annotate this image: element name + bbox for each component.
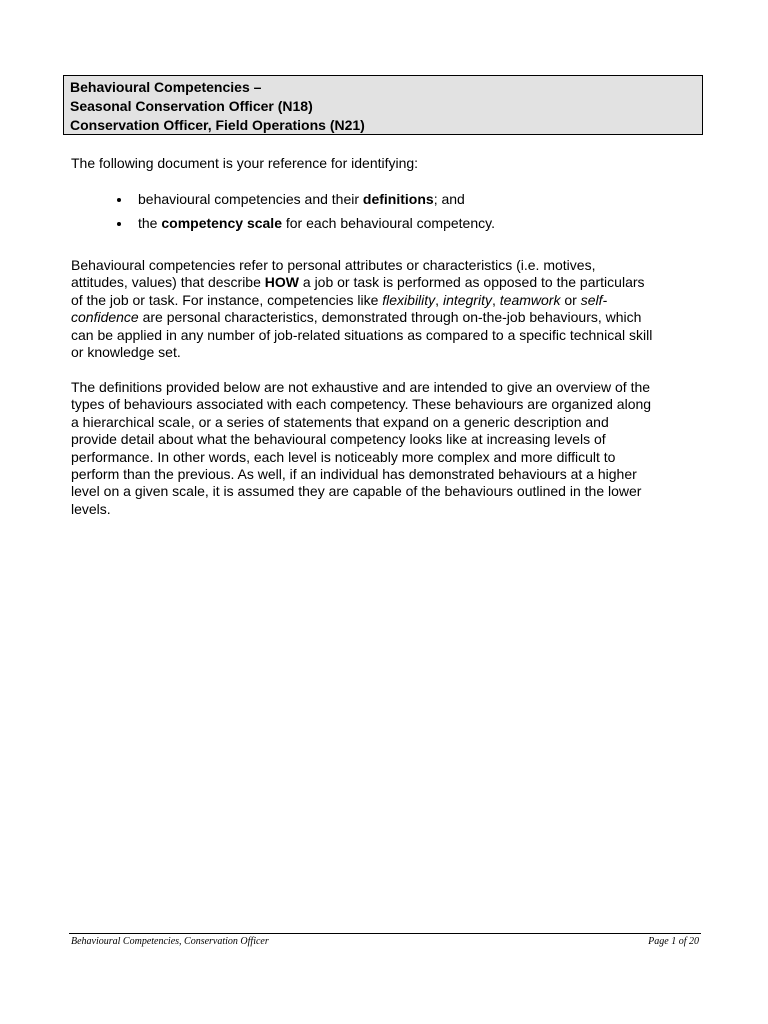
title-line-3: Conservation Officer, Field Operations (N21) <box>70 117 365 133</box>
title-line-1: Behavioural Competencies – <box>70 79 262 95</box>
paragraph-line <box>71 274 711 291</box>
paragraph-line: The definitions provided below are not exhaustive and are intended to give an overview of the <box>71 379 651 395</box>
paragraph-line: levels. <box>71 500 111 517</box>
text-run: , <box>491 291 500 308</box>
text-run: a job or task is performed as opposed to the particulars <box>299 274 645 291</box>
intro-text: The following document is your reference for identifying: <box>71 155 419 171</box>
paragraph-line: types of behaviours associated with each competency. These behaviours are organized along <box>71 396 652 413</box>
title-line-2: Seasonal Conservation Officer (N18) <box>70 98 313 114</box>
bullet-bold-text: definitions <box>362 191 434 207</box>
bullet-text: ; and <box>433 191 465 207</box>
paragraph-line <box>71 309 711 326</box>
text-run: are personal characteristics, demonstrated through on-the-job behaviours, which <box>138 309 642 326</box>
paragraph-line: provide detail about what the behavioural competency looks like at increasing levels of <box>71 431 606 448</box>
bullet-icon <box>117 198 121 202</box>
text-run: or <box>560 291 581 308</box>
bullet-text: for each behavioural competency. <box>281 215 495 232</box>
paragraph-definitions-overview <box>71 379 711 518</box>
paragraph-line: can be applied in any number of job-related situations as compared to a specific technical skill <box>71 326 653 343</box>
text-run: attitudes, values) that describe <box>71 274 265 291</box>
italic-text-run: self- <box>580 291 608 308</box>
paragraph-line: a hierarchical scale, or a series of statements that expand on a generic description and <box>71 413 609 430</box>
title-box <box>63 75 703 135</box>
italic-text-run: teamwork <box>499 291 561 308</box>
paragraph-competencies-definition <box>71 257 711 361</box>
bullet-item-definitions <box>71 191 711 208</box>
paragraph-line <box>71 292 711 309</box>
text-run: of the job or task. For instance, competencies like <box>71 291 383 308</box>
paragraph-line: level on a given scale, it is assumed they are capable of the behaviours outlined in the lower <box>71 483 642 500</box>
bullet-icon <box>117 222 121 226</box>
bullet-text: behavioural competencies and their <box>138 191 363 207</box>
footer-divider <box>69 933 701 934</box>
bold-text-run: HOW <box>264 274 299 291</box>
footer-page-number: Page 1 of 20 <box>648 936 699 947</box>
paragraph-line: or knowledge set. <box>71 344 181 361</box>
italic-text-run: integrity <box>442 291 492 308</box>
paragraph-line: perform than the previous. As well, if an individual has demonstrated behaviours at a higher <box>71 466 637 483</box>
italic-text-run: confidence <box>71 309 139 326</box>
paragraph-line: Behavioural competencies refer to personal attributes or characteristics (i.e. motives, <box>71 257 596 273</box>
footer-document-title: Behavioural Competencies, Conservation Officer <box>71 936 269 947</box>
paragraph-line: performance. In other words, each level is noticeably more complex and more difficult to <box>71 448 616 465</box>
bullet-bold-text: competency scale <box>161 215 282 232</box>
italic-text-run: flexibility <box>382 291 436 308</box>
bullet-item-competency-scale <box>71 215 711 232</box>
bullet-text: the <box>138 215 162 232</box>
text-run: , <box>435 291 443 308</box>
bullet-list <box>71 191 711 240</box>
